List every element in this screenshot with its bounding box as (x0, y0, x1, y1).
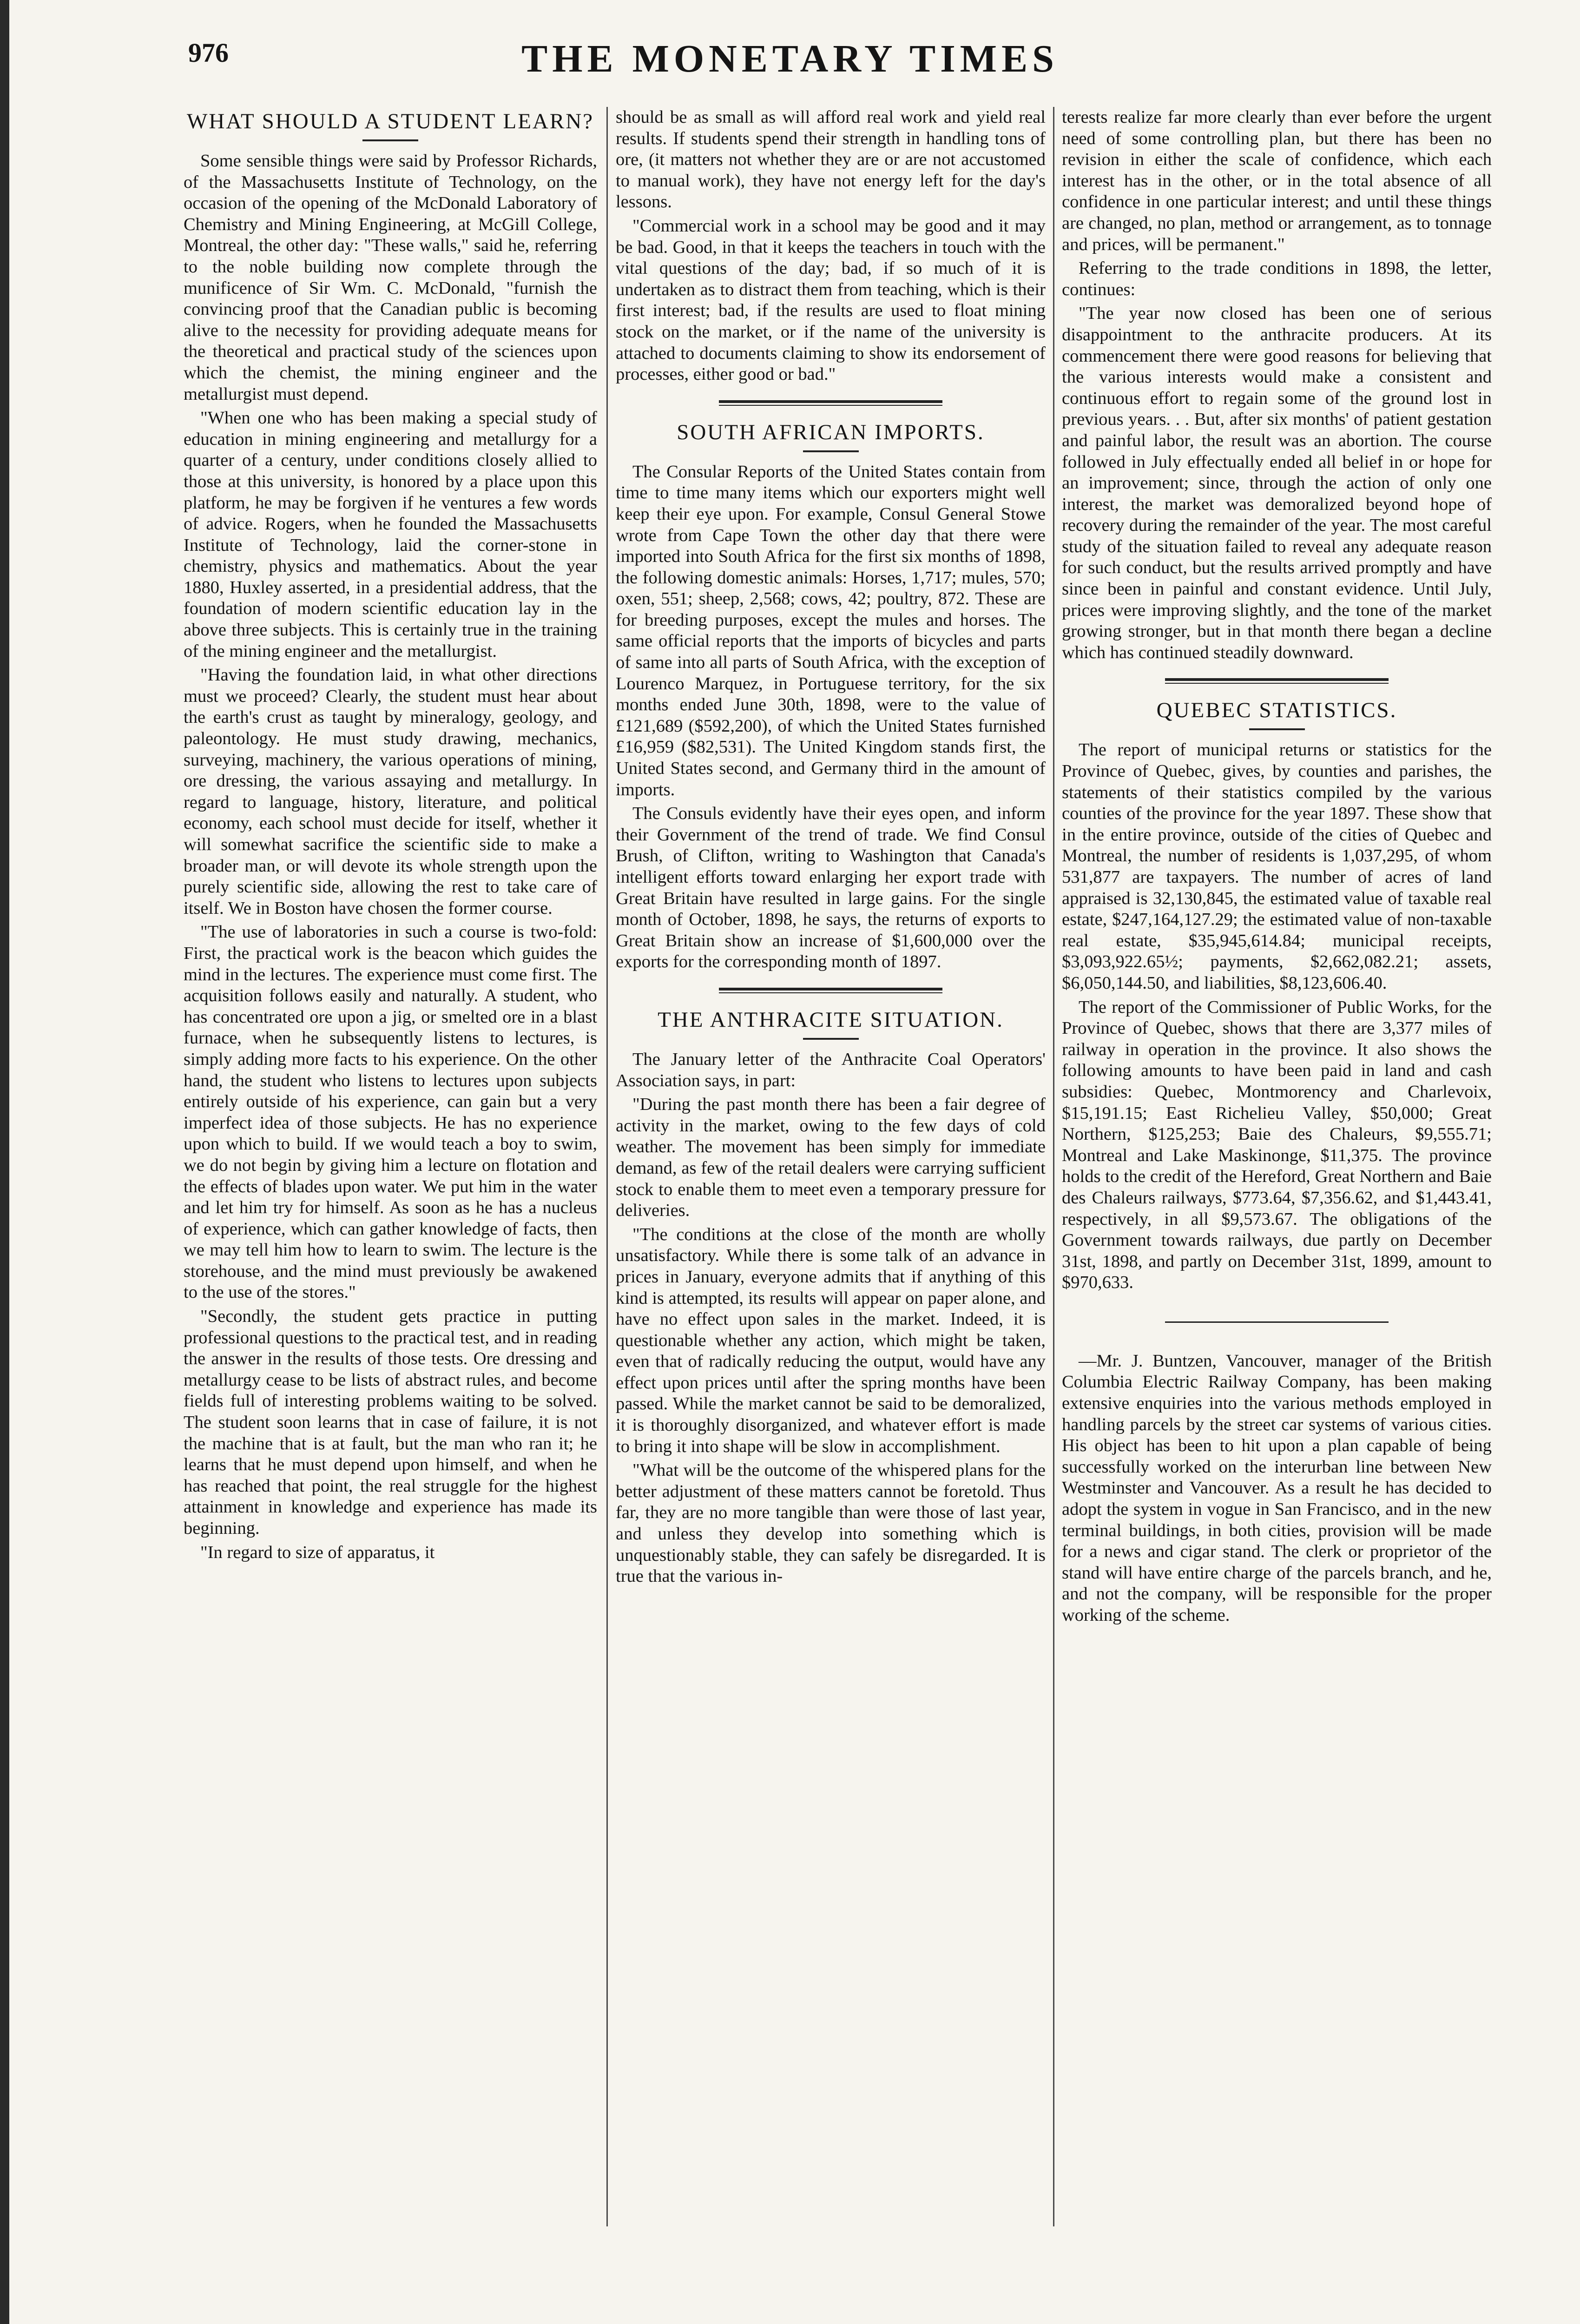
article-title: QUEBEC STATISTICS. (1156, 698, 1397, 723)
column-1 (184, 107, 597, 2231)
column-divider (1053, 107, 1054, 2226)
paragraph: "What will be the outcome of the whispered plans for the better adjustment of these matters cannot be foretold. Thus far, they are no more tangible than were those of last year, and unless they develop into something which is unquestionably stable, they can safely be disregarded. It is true that the various in- (616, 1460, 1046, 1586)
page-number: 976 (188, 38, 229, 68)
title-rule (1249, 728, 1305, 730)
paragraph: The Consuls evidently have their eyes open, and inform their Government of the trend of trade. We find Consul Brush, of Clifton, writing to Washington that Canada's intelligent efforts toward enlarging her export trade with Great Britain have resulted in large gains. For the single month of October, 1898, he says, the returns of exports to Great Britain show an increase of $1,600,000 over the exports for the corresponding month of 1897. (616, 804, 1046, 972)
article-title: SOUTH AFRICAN IMPORTS. (677, 420, 985, 444)
paragraph: "The use of laboratories in such a course is two-fold: First, the practical work is the beacon which guides the mind in the lectures. The experience must come first. The acquisition follows easily and naturally. A student, who has concentrated ore upon a jig, or smelted ore in a blast furnace, when he subsequently listens to lectures, is simply adding more facts to his experience. On the other hand, the student who listens to lectures upon subjects entirely outside of his experience, can gain but a very imperfect idea of those subjects. He has no experience upon which to build. If we would teach a boy to swim, we do not begin by giving him a lecture on flotation and the effects of blades upon water. We put him in the water and let him try for himself. As soon as he has a nucleus of experience, which can gather knowledge of facts, then we may tell him how to learn to swim. The lecture is the storehouse, and the mind must previously be awakened to the use of the stores." (184, 922, 597, 1302)
masthead: THE MONETARY TIMES (521, 37, 1059, 80)
title-rule (803, 1038, 859, 1040)
column-divider (606, 107, 608, 2226)
section-separator (719, 400, 942, 406)
page-edge (0, 0, 9, 2324)
title-rule (803, 450, 859, 452)
paragraph: The January letter of the Anthracite Coal Operators' Association says, in part: (616, 1049, 1046, 1090)
paragraph: "In regard to size of apparatus, it (200, 1542, 435, 1562)
paragraph: "When one who has been making a special study of education in mining engineering and metallurgy for a quarter of a century, under conditions closely allied to those at this university, is honored by a place upon this platform, he may be forgiven if he ventures a few words of advice. Rogers, when he founded the Massachusetts Institute of Technology, laid the corner-stone in chemistry, physics and mathematics. About the year 1880, Huxley asserted, in a presidential address, that the foundation of modern scientific education lay in the above three subjects. This is certainly true in the training of the mining engineer and the metallurgist. (184, 408, 597, 661)
paragraph: "Having the foundation laid, in what other directions must we proceed? Clearly, the student must hear about the earth's crust as taught by mineralogy, geology, and paleontology. He must study drawing, mechanics, surveying, machinery, the various operations of mining, ore dressing, the various assaying and metallurgy. In regard to language, history, literature, and political economy, each school must decide for itself, whether it will somewhat sacrifice the scientific side to make a broader man, or will devote its whole strength upon the purely scientific side, allowing the rest to take care of itself. We in Boston have chosen the former course. (184, 665, 597, 918)
section-separator (1165, 1321, 1389, 1323)
paragraph: The Consular Reports of the United States contain from time to time many items which our exporters might well keep their eye upon. For example, Consul General Stowe wrote from Cape Town the other day that there were imported into South Africa for the first six months of 1898, the following domestic animals: Horses, 1,717; mules, 570; oxen, 551; sheep, 2,568; cows, 42; poultry, 872. These are for breeding purposes, except the mules and horses. The same official reports that the imports of bicycles and parts of same into all parts of South Africa, with the exception of Lourenco Marquez, in Portuguese territory, for the six months ended June 30th, 1898, were to the value of £121,689 ($592,200), of which the United States furnished £16,959 ($82,531). The United Kingdom stands first, the United States second, and Germany third in the amount of imports. (616, 462, 1046, 799)
paragraph: "During the past month there has been a fair degree of activity in the market, owing to the few days of cold weather. The movement has been simply for immediate demand, as few of the retail dealers were carrying sufficient stock to enable them to meet even a temporary pressure for deliveries. (616, 1095, 1046, 1221)
section-separator (719, 988, 942, 993)
paragraph: "Secondly, the student gets practice in putting professional questions to the practical test, and in reading the answer in the results of those tests. Ore dressing and metallurgy cease to be lists of abstract rules, and become fields full of interesting problems waiting to be solved. The student soon learns that in case of failure, it is not the machine that is at fault, but the man who ran it; he learns that he must depend upon himself, and when he has reached that point, the real struggle for the highest attainment in knowledge and experience has made its beginning. (184, 1307, 597, 1538)
article-title: THE ANTHRACITE SITUATION. (658, 1007, 1004, 1032)
paragraph: "The year now closed has been one of serious disappointment to the anthracite producers. At its commencement there were good reasons for believing that the various interests would make a consistent and continuous effort to regain some of the ground lost in previous years. . . But, after six months' of patient gestation and painful labor, the result was an abortion. The course followed in July effectually ended all belief in or hope for an improvement; since, through the action of only one interest, the market was demoralized beyond hope of recovery during the remainder of the year. The most careful study of the situation failed to reveal any adequate reason for such conduct, but the results arrived promptly and have since been in painful and constant evidence. Until July, prices were improving slightly, and the tone of the market growing stronger, but in that month there began a decline which has continued steadily downward. (1062, 304, 1492, 662)
paragraph: "The conditions at the close of the month are wholly unsatisfactory. While there is some talk of an advance in prices in January, everyone admits that if anything of this kind is attempted, its results will appear on paper alone, and have no effect upon sales in the market. Indeed, it is questionable whether any action, which might be taken, even that of radically reducing the output, would have any effect upon prices until after the spring months have been passed. While the market cannot be said to be demoralized, it is thoroughly disorganized, and whatever effort is made to bring it into shape will be slow in accomplishment. (616, 1224, 1046, 1456)
paragraph: terests realize far more clearly than ever before the urgent need of some controlling plan, but there has been no revision in either the scale of confidence, which each interest has in the other, or in the total absence of all confidence in one particular interest; and until these things are changed, no plan, method or arrangement, as to tonnage and prices, will be permanent." (1062, 107, 1492, 254)
column-3 (1062, 107, 1492, 2231)
paragraph: The report of the Commissioner of Public Works, for the Province of Quebec, shows that there are 3,377 miles of railway in operation in the province. It also shows the following amounts to have been paid in land and cash subsidies: Quebec, Montmorency and Charlevoix, $15,191.15; East Richelieu Valley, $50,000; Great Northern, $125,253; Baie des Chaleurs, $9,555.71; Montreal and Lake Maskinonge, $11,375. The province holds to the credit of the Hereford, Great Northern and Baie des Chaleurs railways, $773.64, $7,356.62, and $1,443.41, respectively, in all $9,573.67. The obligations of the Government towards railways, due partly on December 31st, 1898, and partly on December 31st, 1899, amount to $970,633. (1062, 997, 1492, 1293)
article-title: WHAT SHOULD A STUDENT LEARN? (186, 109, 594, 133)
paragraph: —Mr. J. Buntzen, Vancouver, manager of the British Columbia Electric Railway Company, has been making extensive enquiries into the various methods employed in handling parcels by the street car systems of various cities. His object has been to hit upon a plan capable of being successfully worked on the interurban line between New Westminster and Vancouver. As a result he has decided to adopt the system in vogue in San Francisco, and in the new terminal buildings, in both cities, provision will be made for a news and cigar stand. The clerk or proprietor of the stand will have entire charge of the parcels branch, and he, and not the company, will be responsible for the proper working of the scheme. (1062, 1351, 1492, 1625)
paragraph: "Commercial work in a school may be good and it may be bad. Good, in that it keeps the teachers in touch with the vital questions of the day; bad, if so much of it is undertaken as to distract them from teaching, which is their first interest; bad, if the results are used to float mining stock on the market, or if the name of the university is attached to documents claiming to show its endorsement of processes, either good or bad." (616, 216, 1046, 384)
paragraph: Referring to the trade conditions in 1898, the letter, continues: (1062, 258, 1492, 299)
title-rule (362, 139, 418, 141)
paragraph: The report of municipal returns or statistics for the Province of Quebec, gives, by counties and parishes, the statements of their statistics compiled by the various counties of the province for the year 1897. These show that in the entire province, outside of the cities of Quebec and Montreal, the number of residents is 1,037,295, of whom 531,877 are taxpayers. The number of acres of land appraised is 32,130,845, the estimated value of taxable real estate, $247,164,127.29; the estimated value of non-taxable real estate, $35,945,614.84; municipal receipts, $3,093,922.65½; payments, $2,662,082.21; assets, $6,050,144.50, and liabilities, $8,123,606.40. (1062, 740, 1492, 993)
paragraph: Some sensible things were said by Professor Richards, of the Massachusetts Institute of Technology, on the occasion of the opening of the McDonald Laboratory of Chemistry and Mining Engineering, at McGill College, Montreal, the other day: "These walls," said he, referring to the noble building now complete through the munificence of Sir Wm. C. McDonald, "furnish the convincing proof that the Canadian public is becoming alive to the necessity for providing adequate means for the theoretical and practical study of the sciences upon which the chemist, the mining engineer and the metallurgist must depend. (184, 151, 597, 404)
paragraph: should be as small as will afford real work and yield real results. If students spend their strength in handling tons of ore, (it matters not whether they are or are not accustomed to manual work), they have not energy left for the day's lessons. (616, 107, 1046, 212)
column-2 (616, 107, 1046, 2231)
section-separator (1165, 678, 1389, 684)
